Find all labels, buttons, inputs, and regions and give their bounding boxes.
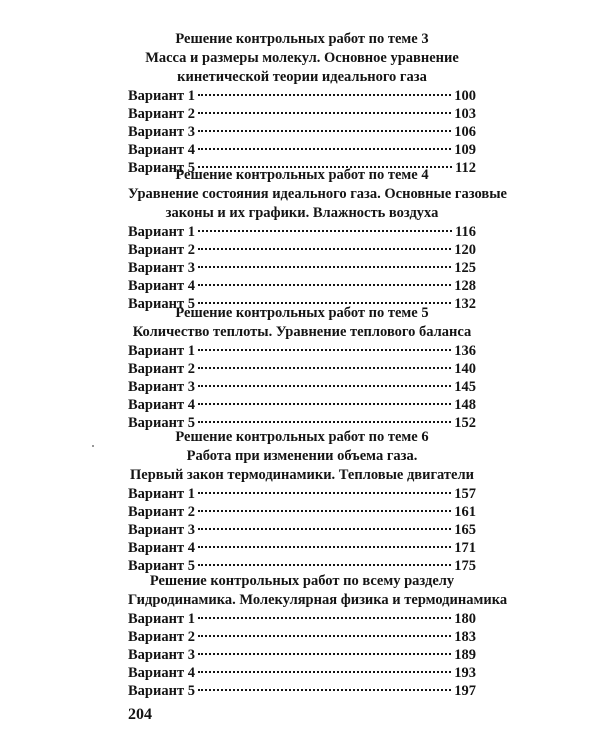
toc-section-theme-5 xyxy=(128,304,476,432)
entry-label: Вариант 2 xyxy=(128,106,195,122)
entry-page: 106 xyxy=(454,124,476,140)
entry-page: 197 xyxy=(454,683,476,699)
entry-label: Вариант 5 xyxy=(128,296,195,312)
entry-page: 189 xyxy=(454,647,476,663)
entry-page: 193 xyxy=(454,665,476,681)
toc-entry xyxy=(128,396,476,414)
dot-leader xyxy=(198,148,451,150)
section-heading-line: Первый закон термодинамики. Тепловые двигатели xyxy=(130,467,474,483)
entry-label: Вариант 3 xyxy=(128,260,195,276)
entry-label: Вариант 4 xyxy=(128,540,195,556)
entry-page: 100 xyxy=(454,88,476,104)
entry-page: 161 xyxy=(454,504,476,520)
entry-page: 103 xyxy=(454,106,476,122)
entry-page: 152 xyxy=(454,415,476,431)
dot-leader xyxy=(198,617,451,619)
toc-entry xyxy=(128,378,476,396)
entry-label: Вариант 2 xyxy=(128,242,195,258)
entry-label: Вариант 3 xyxy=(128,379,195,395)
entry-page: 165 xyxy=(454,522,476,538)
entry-page: 136 xyxy=(454,343,476,359)
toc-entry xyxy=(128,342,476,360)
section-heading-line: Количество теплоты. Уравнение теплового баланса xyxy=(132,324,472,340)
entry-page: 109 xyxy=(454,142,476,158)
toc-entry xyxy=(128,539,476,557)
toc-entry xyxy=(128,682,476,700)
entry-label: Вариант 2 xyxy=(128,361,195,377)
entry-page: 171 xyxy=(454,540,476,556)
dot-leader xyxy=(198,653,451,655)
entry-label: Вариант 1 xyxy=(128,343,195,359)
toc-section-whole-unit xyxy=(128,572,508,700)
dot-leader xyxy=(198,510,451,512)
toc-entry xyxy=(128,105,476,123)
dot-leader xyxy=(198,671,451,673)
toc-entry xyxy=(128,141,476,159)
dot-leader xyxy=(198,349,451,351)
entry-label: Вариант 1 xyxy=(128,224,195,240)
section-heading-line: Решение контрольных работ по теме 4 xyxy=(175,167,429,183)
entry-label: Вариант 5 xyxy=(128,160,195,176)
toc-section-theme-4 xyxy=(128,166,507,313)
entry-label: Вариант 1 xyxy=(128,611,195,627)
section-heading-line: Решение контрольных работ по всему разделу xyxy=(149,573,455,589)
dot-leader xyxy=(198,421,451,423)
dot-leader xyxy=(198,230,452,232)
dot-leader xyxy=(198,367,451,369)
toc-entry xyxy=(128,360,476,378)
entry-label: Вариант 2 xyxy=(128,629,195,645)
entry-page: 145 xyxy=(454,379,476,395)
dot-leader xyxy=(198,492,451,494)
dot-leader xyxy=(198,130,451,132)
entry-page: 180 xyxy=(454,611,476,627)
dot-leader xyxy=(198,528,451,530)
entry-label: Вариант 3 xyxy=(128,124,195,140)
entry-page: 112 xyxy=(455,160,476,176)
entry-label: Вариант 4 xyxy=(128,665,195,681)
dot-leader xyxy=(198,112,451,114)
page-number: 204 xyxy=(128,706,152,723)
dot-leader xyxy=(198,689,451,691)
entry-page: 128 xyxy=(454,278,476,294)
entry-label: Вариант 4 xyxy=(128,278,195,294)
scan-speck xyxy=(92,445,94,447)
toc-entry xyxy=(128,521,476,539)
entry-label: Вариант 1 xyxy=(128,486,195,502)
toc-entry xyxy=(128,628,476,646)
entry-label: Вариант 3 xyxy=(128,522,195,538)
dot-leader xyxy=(198,94,451,96)
entry-page: 116 xyxy=(455,224,476,240)
entry-label: Вариант 1 xyxy=(128,88,195,104)
dot-leader xyxy=(198,546,451,548)
entry-label: Вариант 5 xyxy=(128,683,195,699)
toc-section-theme-6 xyxy=(128,428,476,575)
dot-leader xyxy=(198,403,451,405)
dot-leader xyxy=(198,564,451,566)
toc-entry xyxy=(128,664,476,682)
section-heading-line: Решение контрольных работ по теме 5 xyxy=(175,305,429,321)
toc-entry xyxy=(128,123,476,141)
toc-section-theme-3 xyxy=(128,30,476,177)
dot-leader xyxy=(198,385,451,387)
section-heading-line: Решение контрольных работ по теме 6 xyxy=(175,429,429,445)
entry-label: Вариант 3 xyxy=(128,647,195,663)
section-heading-line: Уравнение состояния идеального газа. Основные газовые xyxy=(128,186,507,202)
toc-entry xyxy=(128,241,476,259)
toc-entry xyxy=(128,610,476,628)
entry-page: 132 xyxy=(454,296,476,312)
section-heading-line: Работа при изменении объема газа. xyxy=(186,448,418,464)
dot-leader xyxy=(198,635,451,637)
entry-label: Вариант 4 xyxy=(128,397,195,413)
entry-label: Вариант 5 xyxy=(128,415,195,431)
entry-label: Вариант 4 xyxy=(128,142,195,158)
dot-leader xyxy=(198,266,451,268)
section-heading-line: Решение контрольных работ по теме 3 xyxy=(175,31,429,47)
toc-entry xyxy=(128,503,476,521)
entry-page: 120 xyxy=(454,242,476,258)
entry-page: 175 xyxy=(454,558,476,574)
section-heading-line: Масса и размеры молекул. Основное уравнение xyxy=(145,50,459,66)
entry-label: Вариант 2 xyxy=(128,504,195,520)
entry-page: 125 xyxy=(454,260,476,276)
toc-entry xyxy=(128,223,476,241)
section-heading-line: Гидродинамика. Молекулярная физика и термодинамика xyxy=(128,592,508,608)
section-heading-line: кинетической теории идеального газа xyxy=(177,69,427,85)
entry-page: 183 xyxy=(454,629,476,645)
section-heading-line: законы и их графики. Влажность воздуха xyxy=(165,205,439,221)
toc-entry xyxy=(128,277,476,295)
entry-page: 148 xyxy=(454,397,476,413)
dot-leader xyxy=(198,248,451,250)
toc-entry xyxy=(128,485,476,503)
entry-label: Вариант 5 xyxy=(128,558,195,574)
toc-entry xyxy=(128,259,476,277)
entry-page: 140 xyxy=(454,361,476,377)
toc-entry xyxy=(128,87,476,105)
entry-page: 157 xyxy=(454,486,476,502)
toc-entry xyxy=(128,646,476,664)
dot-leader xyxy=(198,284,451,286)
